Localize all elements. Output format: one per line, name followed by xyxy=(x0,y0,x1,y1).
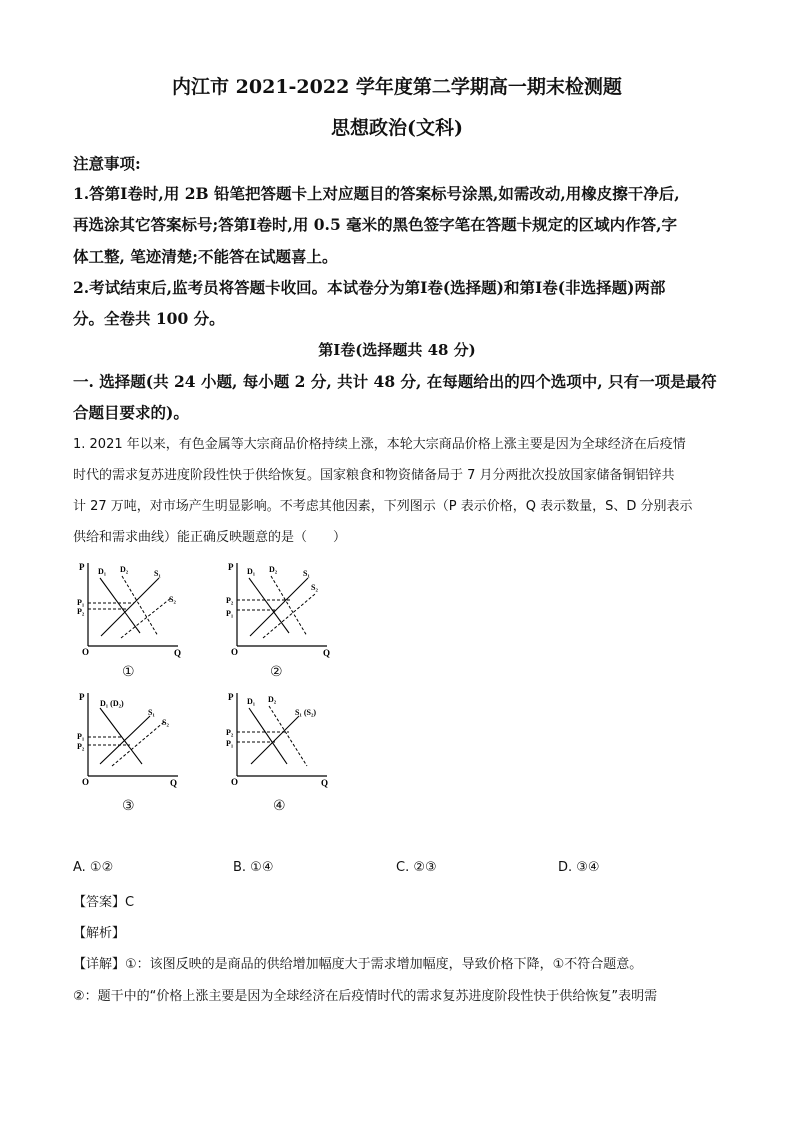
graph-2-p-top-label: P₂ xyxy=(226,596,234,605)
question-1-line-4: 供给和需求曲线）能正确反映题意的是（ ） xyxy=(73,530,347,545)
exam-subject: 思想政治(文科) xyxy=(331,117,463,139)
graph-2-s2-label: S₂ xyxy=(311,583,318,592)
supply-demand-graph-4 xyxy=(225,688,335,798)
notice-line-1: 1.答第Ⅰ卷时,用 2B 铅笔把答题卡上对应题目的答案标号涂黑,如需改动,用橡皮擦干净后, xyxy=(73,184,680,203)
notice-line-2: 再选涂其它答案标号;答第Ⅰ卷时,用 0.5 毫米的黑色签字笔在答题卡规定的区域内作答,字 xyxy=(73,215,678,234)
graph-4-p-bottom-label: P₁ xyxy=(226,739,234,748)
graph-3-p-bottom-label: P₂ xyxy=(77,742,85,751)
question-1-line-3: 计 27 万吨，对市场产生明显影响。不考虑其他因素，下列图示（P 表示价格，Q 表示数量，S、D 分别表示 xyxy=(73,499,693,514)
supply-demand-graph-2 xyxy=(225,558,335,668)
graph-2-p-axis-label: P xyxy=(228,562,234,572)
graph-3-p-axis-label: P xyxy=(79,692,85,702)
graph-4-caption: ④ xyxy=(273,798,286,814)
graph-2-d1-label: D₁ xyxy=(247,567,256,576)
graph-1-s2-label: S₂ xyxy=(169,595,176,604)
graph-3-d-label: D₁ (D₂) xyxy=(100,699,124,708)
notice-line-4: 2.考试结束后,监考员将答题卡收回。本试卷分为第Ⅰ卷(选择题)和第Ⅰ卷(非选择题)两部 xyxy=(73,278,666,297)
option-c: C. ②③ xyxy=(396,860,437,875)
graph-1-origin-label: O xyxy=(82,647,90,657)
graph-1-d1-label: D₁ xyxy=(98,567,107,576)
supply-demand-graph-3 xyxy=(76,688,186,798)
option-d: D. ③④ xyxy=(558,860,600,875)
graph-4-s-label: S₁ (S₂) xyxy=(295,708,317,717)
graph-3-origin-label: O xyxy=(82,777,90,787)
graph-2-d2-label: D₂ xyxy=(269,565,278,574)
graph-1-d2-label: D₂ xyxy=(120,565,129,574)
graph-4-q-axis-label: Q xyxy=(321,778,329,788)
graph-2-caption: ② xyxy=(270,664,283,680)
graph-1-p-bottom-label: P₂ xyxy=(77,607,85,616)
option-b: B. ①④ xyxy=(233,860,274,875)
graph-4-p-axis-label: P xyxy=(228,692,234,702)
graph-3-p-top-label: P₁ xyxy=(77,732,85,741)
analysis-heading: 【解析】 xyxy=(73,926,126,941)
graph-3-caption: ③ xyxy=(122,798,135,814)
graph-2-origin-label: O xyxy=(231,647,239,657)
graph-4-d1-label: D₁ xyxy=(247,697,256,706)
graph-3-q-axis-label: Q xyxy=(170,778,178,788)
detail-line-2: ②：题干中的“价格上涨主要是因为全球经济在后疫情时代的需求复苏进度阶段性快于供给恢复”表明需 xyxy=(73,989,658,1004)
graph-1-p-top-label: P₁ xyxy=(77,598,85,607)
graph-1-p-axis-label: P xyxy=(79,562,85,572)
graph-2-s1-label: S₁ xyxy=(303,569,310,578)
question-1-line-2: 时代的需求复苏进度阶段性快于供给恢复。国家粮食和物资储备局于 7 月分两批次投放国家储备铜铝锌共 xyxy=(73,468,675,483)
graph-4-origin-label: O xyxy=(231,777,239,787)
graph-2-p-bottom-label: P₁ xyxy=(226,609,234,618)
notice-heading: 注意事项: xyxy=(73,154,141,173)
notice-line-3: 体工整, 笔迹清楚;不能答在试题喜上。 xyxy=(73,247,338,266)
graph-2-q-axis-label: Q xyxy=(323,648,331,658)
answer-label: 【答案】C xyxy=(73,895,135,910)
graph-3-s2-label: S₂ xyxy=(162,718,169,727)
section-instruction-1: 一. 选择题(共 24 小题, 每小题 2 分, 共计 48 分, 在每题给出的四个选项中, 只有一项是最符 xyxy=(73,372,717,391)
graph-1-s1-label: S₁ xyxy=(154,569,161,578)
graph-1-caption: ① xyxy=(122,664,135,680)
supply-demand-graph-1 xyxy=(76,558,186,668)
question-1-line-1: 1. 2021 年以来，有色金属等大宗商品价格持续上涨，本轮大宗商品价格上涨主要是因为全球经济在后疫情 xyxy=(73,437,686,452)
option-a: A. ①② xyxy=(73,860,114,875)
section-title: 第Ⅰ卷(选择题共 48 分) xyxy=(318,341,476,359)
graph-3-s1-label: S₁ xyxy=(148,708,155,717)
detail-line-1: 【详解】①：该图反映的是商品的供给增加幅度大于需求增加幅度，导致价格下降，①不符合题意。 xyxy=(73,957,643,972)
exam-title: 内江市 2021-2022 学年度第二学期高一期末检测题 xyxy=(172,76,622,98)
section-instruction-2: 合题目要求的)。 xyxy=(73,403,189,422)
graph-4-p-top-label: P₂ xyxy=(226,728,234,737)
graph-1-q-axis-label: Q xyxy=(174,648,182,658)
graph-4-d2-label: D₂ xyxy=(268,695,277,704)
notice-line-5: 分。全卷共 100 分。 xyxy=(73,309,225,328)
